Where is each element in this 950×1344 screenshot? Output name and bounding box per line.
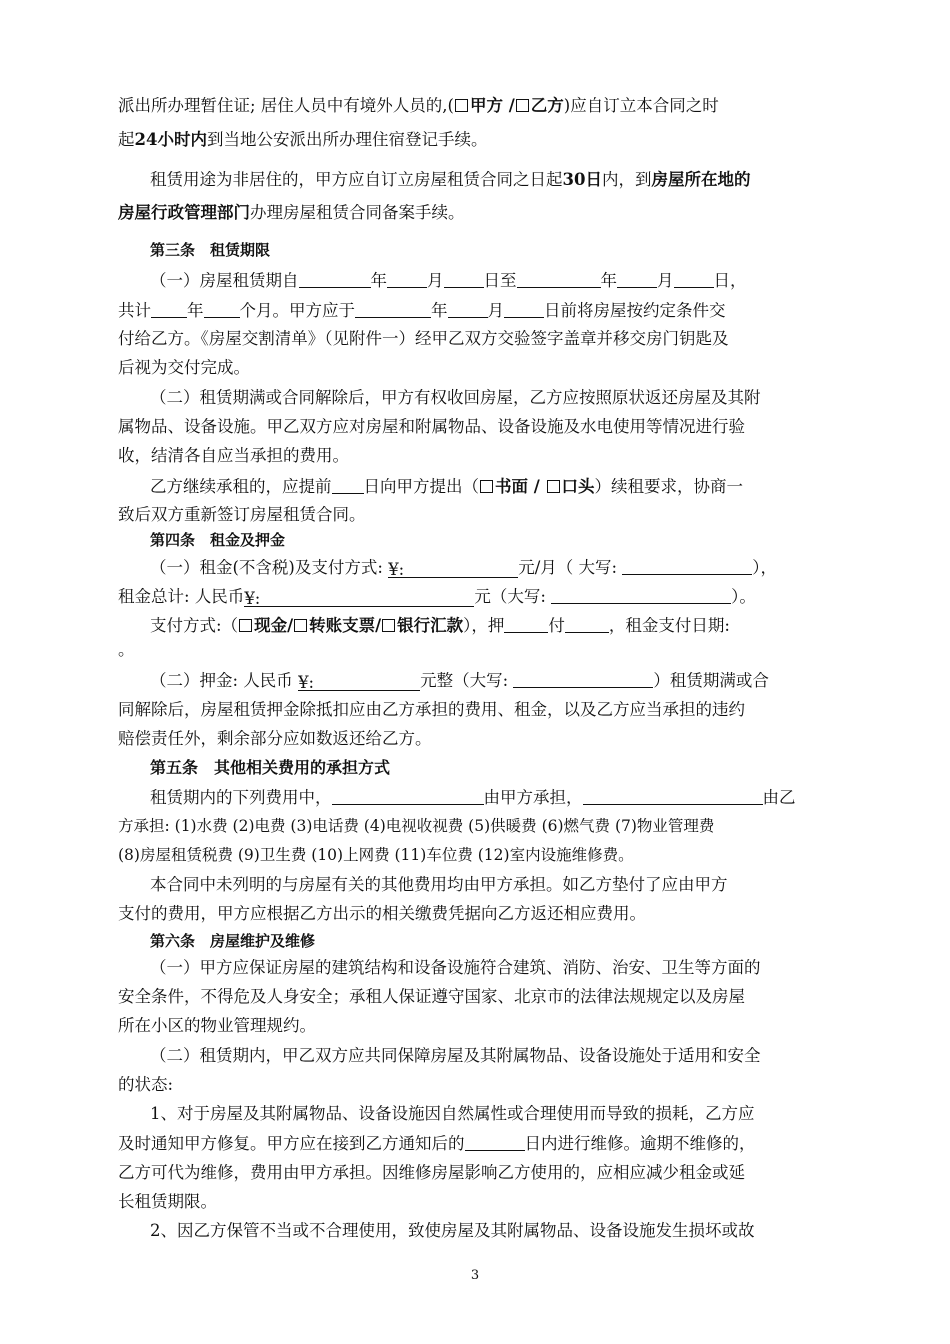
text-line: 支付的费用，甲方应根据乙方出示的相关缴费凭据向乙方返还相应费用。 [118,904,646,923]
blank-field[interactable] [299,270,371,288]
text-line: 乙方继续承租的，应提前 日向甲方提出（ 书面 / 口头）续租要求，协商一 [150,477,744,496]
text-line: 后视为交付完成。 [118,358,250,377]
blank-field[interactable] [204,300,240,318]
text-line: 同解除后，房屋租赁押金除抵扣应由乙方承担的费用、租金，以及乙方应当承担的违约 [118,700,745,719]
section-heading: 第五条 其他相关费用的承担方式 [150,758,391,777]
text-line: 方承担: (1)水费 (2)电费 (3)电话费 (4)电视收视费 (5)供暖费 (6)燃气费 (7)物业管理费 [118,817,715,835]
blank-field[interactable] [674,270,714,288]
section-heading: 第三条 租赁期限 [150,241,271,259]
blank-field[interactable] [387,270,427,288]
text-line: (8)房屋租赁税费 (9)卫生费 (10)上网费 (11)车位费 (12)室内设施维修费。 [118,846,634,864]
blank-field[interactable] [355,300,431,318]
checkbox[interactable] [382,619,395,632]
text-line: 付给乙方。《房屋交割清单》（见附件一）经甲乙双方交验签字盖章并移交房门钥匙及 [118,329,729,348]
text-line: （一）房屋租赁期自 年 月 日至 年 月 日， [150,271,747,290]
checkbox[interactable] [294,619,307,632]
blank-field[interactable] [517,270,601,288]
text-line: 安全条件，不得危及人身安全；承租人保证遵守国家、北京市的法律法规规定以及房屋 [118,987,745,1006]
checkbox[interactable] [547,480,560,493]
text-line: 租赁用途为非居住的，甲方应自订立房屋租赁合同之日起30日内，到房屋所在地的 [150,170,751,189]
text-line: 。 [118,640,135,659]
blank-field[interactable] [448,300,488,318]
checkbox[interactable] [480,480,493,493]
text-line: 共计 年 个月。甲方应于 年 月 日前将房屋按约定条件交 [118,301,726,320]
text-line: 本合同中未列明的与房屋有关的其他费用均由甲方承担。如乙方垫付了应由甲方 [150,875,728,894]
text-line: （二）租赁期内，甲乙双方应共同保障房屋及其附属物品、设备设施处于适用和安全 [150,1046,761,1065]
blank-field[interactable] [332,476,364,494]
text-line: （二）押金: 人民币 ¥: 元整（大写: ）租赁期满或合 [150,671,769,692]
text-line: 赔偿责任外，剩余部分应如数返还给乙方。 [118,729,432,748]
blank-field[interactable]: ¥: [298,673,420,691]
text-line: 乙方可代为维修，费用由甲方承担。因维修房屋影响乙方使用的，应相应减少租金或延 [118,1163,745,1182]
blank-field[interactable] [551,586,731,604]
blank-field[interactable] [622,557,752,575]
text-line: 1、对于房屋及其附属物品、设备设施因自然属性或合理使用而导致的损耗，乙方应 [150,1104,755,1123]
text-line: 属物品、设备设施。甲乙双方应对房屋和附属物品、设备设施及水电使用等情况进行验 [118,417,745,436]
blank-field[interactable] [465,1133,525,1151]
text-line: 所在小区的物业管理规约。 [118,1016,316,1035]
text-line: 的状态: [118,1075,174,1094]
page-number: 3 [470,1268,480,1283]
text-line: 租金总计: 人民币¥: 元（大写: ）。 [118,587,756,608]
text-line: （一）租金(不含税)及支付方式: ¥: 元/月（ 大写: ）， [150,558,778,579]
blank-field[interactable] [583,787,763,805]
blank-field[interactable] [151,300,187,318]
text-line: 房屋行政管理部门办理房屋租赁合同备案手续。 [118,203,465,222]
text-line: 长租赁期限。 [118,1192,217,1211]
section-heading: 第四条 租金及押金 [150,531,286,549]
blank-field[interactable] [444,270,484,288]
text-line: 起24小时内到当地公安派出所办理住宿登记手续。 [118,130,488,149]
blank-field[interactable]: ¥: [244,589,474,607]
checkbox[interactable] [516,99,529,112]
blank-field[interactable] [565,615,609,633]
text-line: 派出所办理暂住证; 居住人员中有境外人员的,( 甲方 / 乙方)应自订立本合同之时 [118,96,719,115]
blank-field[interactable] [504,300,544,318]
text-line: 及时通知甲方修复。甲方应在接到乙方通知后的 日内进行维修。逾期不维修的， [118,1134,756,1153]
blank-field[interactable] [504,615,548,633]
text-line: （二）租赁期满或合同解除后，甲方有权收回房屋，乙方应按照原状返还房屋及其附 [150,388,761,407]
text-line: 租赁期内的下列费用中， 由甲方承担， 由乙 [150,788,796,807]
blank-field[interactable]: ¥: [388,560,518,578]
checkbox[interactable] [239,619,252,632]
blank-field[interactable] [617,270,657,288]
blank-field[interactable] [513,670,653,688]
text-line: （一）甲方应保证房屋的建筑结构和设备设施符合建筑、消防、治安、卫生等方面的 [150,958,761,977]
section-heading: 第六条 房屋维护及维修 [150,932,316,950]
checkbox[interactable] [455,99,468,112]
text-line: 致后双方重新签订房屋租赁合同。 [118,505,366,524]
text-line: 2、因乙方保管不当或不合理使用，致使房屋及其附属物品、设备设施发生损坏或故 [150,1221,755,1240]
text-line: 收，结清各自应当承担的费用。 [118,446,349,465]
blank-field[interactable] [332,787,484,805]
text-line: 支付方式:（ 现金/ 转账支票/ 银行汇款），押 付 ，租金支付日期: [150,616,730,635]
